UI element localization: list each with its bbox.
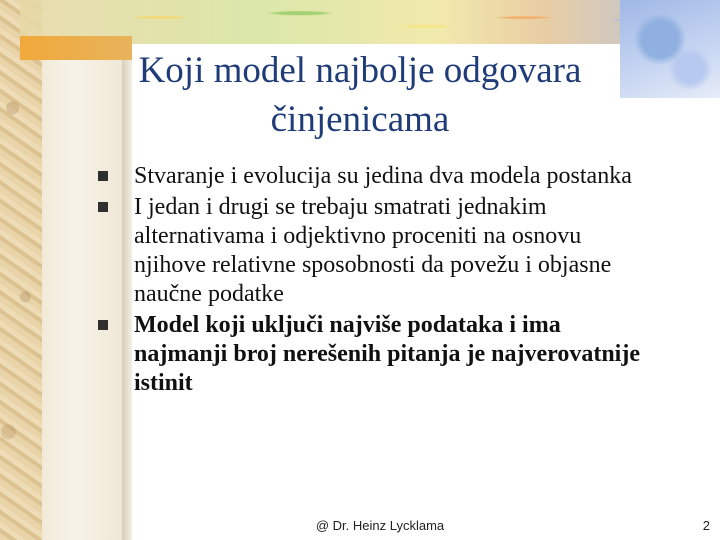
decorative-parchment-border: [0, 0, 42, 540]
bullet-list: [96, 162, 656, 400]
bullet-text: Stvaranje i evolucija su jedina dva modela postanka: [134, 163, 632, 189]
bullet-text: Model koji uključi najviše podataka i ima najmanji broj nerešenih pitanja je najverovatnije istinit: [134, 312, 640, 396]
footer-author: @ Dr. Heinz Lycklama: [315, 518, 445, 533]
square-bullet-icon: [98, 171, 108, 181]
bullet-item: [96, 193, 656, 309]
page-number: 2: [702, 518, 710, 533]
slide-title: Koji model najbolje odgovara činjenicama: [138, 50, 582, 140]
bullet-item: [96, 311, 656, 398]
square-bullet-icon: [98, 202, 108, 212]
square-bullet-icon: [98, 320, 108, 330]
bullet-text: I jedan i drugi se trebaju smatrati jednakim alternativama i odjektivno proceniti na osnovu njihove relativne sposobnosti da povežu i objasne naučne podatke: [134, 194, 612, 307]
bullet-item: [96, 162, 656, 191]
